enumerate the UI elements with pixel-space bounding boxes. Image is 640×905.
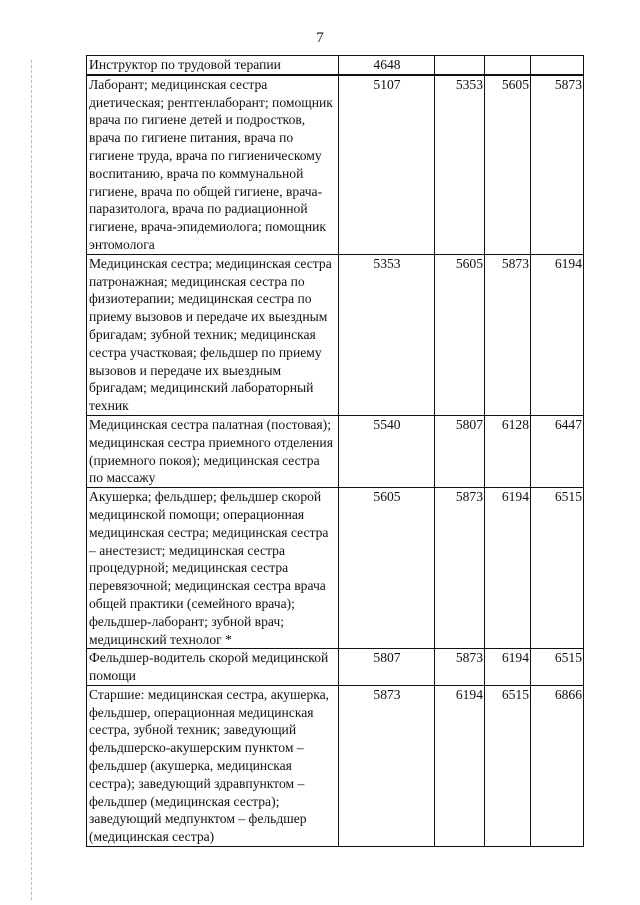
salary-cell: 5807 xyxy=(339,649,435,686)
position-cell: Фельдшер-водитель скорой медицинской помощи xyxy=(87,649,339,686)
position-cell: Лаборант; медицинская сестра диетическая; рентгенлаборант; помощник врача по гигиене детей и подростков, врача по гигиене питания, врача по гигиене труда, врача по гигиеническому воспитанию, врача по коммунальной гигиене, врача по общей гигиене, врача-паразитолога, врача по радиационной гигиене, врача-эпидемиолога; помощник энтомолога xyxy=(87,75,339,254)
position-cell: Медицинская сестра палатная (постовая); медицинская сестра приемного отделения (приемного покоя); медицинская сестра по массажу xyxy=(87,415,339,487)
salary-cell: 5873 xyxy=(435,649,485,686)
salary-cell: 5807 xyxy=(435,415,485,487)
salary-cell xyxy=(485,56,531,75)
salary-cell: 6515 xyxy=(485,685,531,846)
position-cell: Акушерка; фельдшер; фельдшер скорой медицинской помощи; операционная медицинская сестра; медицинская сестра – анестезист; медицинская сестра процедурной; медицинская сестра перевязочной; медицинская сестра врача общей практики (семейного врача); фельдшер-лаборант; зубной врач; медицинский технолог * xyxy=(87,488,339,649)
salary-cell: 6194 xyxy=(435,685,485,846)
salary-cell: 6515 xyxy=(531,488,584,649)
position-cell: Инструктор по трудовой терапии xyxy=(87,56,339,75)
table-row xyxy=(87,415,584,487)
salary-cell: 5605 xyxy=(339,488,435,649)
salary-cell xyxy=(531,56,584,75)
salary-cell: 5107 xyxy=(339,75,435,254)
salary-cell: 6128 xyxy=(485,415,531,487)
table-row xyxy=(87,75,584,254)
position-cell: Медицинская сестра; медицинская сестра патронажная; медицинская сестра по физиотерапии; медицинская сестра по приему вызовов и передаче их выездным бригадам; зубной техник; медицинская сестра участковая; фельдшер по приему вызовов и передаче их выездным бригадам; медицинский лабораторный техник xyxy=(87,254,339,415)
salary-cell: 5605 xyxy=(435,254,485,415)
salary-cell: 5605 xyxy=(485,75,531,254)
table-row xyxy=(87,685,584,846)
salary-cell: 5353 xyxy=(339,254,435,415)
salary-cell: 6194 xyxy=(485,488,531,649)
page-number: 7 xyxy=(316,30,324,46)
position-cell: Старшие: медицинская сестра, акушерка, фельдшер, операционная медицинская сестра, зубной техник; заведующий фельдшерско-акушерским пунктом – фельдшер (акушерка, медицинская сестра); заведующий здравпунктом – фельдшер (медицинская сестра); заведующий медпунктом – фельдшер (медицинская сестра) xyxy=(87,685,339,846)
salary-cell: 6447 xyxy=(531,415,584,487)
margin-guide-line xyxy=(31,60,32,900)
salary-cell: 5873 xyxy=(531,75,584,254)
salary-cell: 5873 xyxy=(485,254,531,415)
salary-cell: 5353 xyxy=(435,75,485,254)
table-row xyxy=(87,488,584,649)
table-row xyxy=(87,56,584,75)
salary-cell: 5540 xyxy=(339,415,435,487)
salary-cell xyxy=(435,56,485,75)
salary-cell: 4648 xyxy=(339,56,435,75)
table-row xyxy=(87,254,584,415)
salary-cell: 6194 xyxy=(485,649,531,686)
salary-cell: 6866 xyxy=(531,685,584,846)
salary-cell: 6515 xyxy=(531,649,584,686)
table-row xyxy=(87,649,584,686)
salary-table xyxy=(86,55,584,847)
salary-cell: 5873 xyxy=(435,488,485,649)
salary-cell: 5873 xyxy=(339,685,435,846)
salary-cell: 6194 xyxy=(531,254,584,415)
